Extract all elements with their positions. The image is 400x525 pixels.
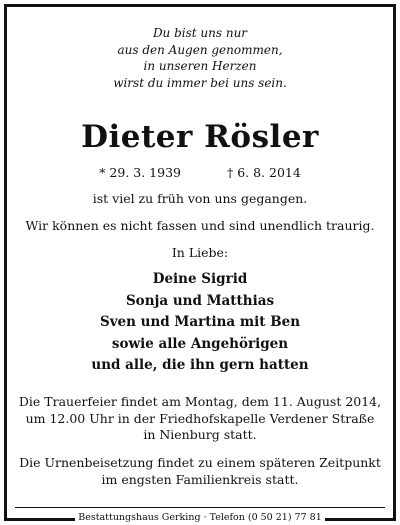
urn-line: Die Urnenbeisetzung findet zu einem späteren Zeitpunkt: [19, 455, 381, 470]
mourners-list: [7, 269, 393, 377]
poem: [7, 25, 393, 91]
deceased-name: Dieter Rösler: [81, 119, 319, 155]
text-sad: Wir können es nicht fassen und sind unendlich traurig.: [25, 218, 375, 233]
mourner-line: Sven und Martina mit Ben: [99, 314, 301, 330]
footer-divider: [15, 507, 385, 508]
poem-line: in unseren Herzen: [143, 59, 257, 73]
in-love-label: In Liebe:: [171, 245, 229, 260]
mourner-line: und alle, die ihn gern hatten: [91, 357, 309, 373]
funeral-home-contact: Bestattungshaus Gerking · Telefon (0 50 21) 77 81: [75, 512, 325, 523]
funeral-line: in Nienburg statt.: [143, 427, 257, 442]
footer: [7, 512, 393, 523]
poem-line: wirst du immer bei uns sein.: [113, 75, 287, 90]
urn-burial-info: [7, 455, 393, 488]
funeral-info: [7, 394, 393, 444]
poem-line: aus den Augen genommen,: [117, 42, 283, 57]
urn-line: im engsten Familienkreis statt.: [101, 471, 299, 487]
mourner-line: Deine Sigrid: [152, 271, 248, 287]
funeral-line: um 12.00 Uhr in der Friedhofskapelle Verdener Straße: [25, 410, 375, 426]
life-dates: [7, 165, 393, 180]
poem-line: Du bist uns nur: [152, 26, 248, 40]
birth-date: * 29. 3. 1939: [99, 165, 181, 180]
text-gone: ist viel zu früh von uns gegangen.: [92, 191, 308, 206]
mourner-line: sowie alle Angehörigen: [111, 335, 289, 352]
obituary-frame: [4, 4, 396, 521]
mourner-line: Sonja und Matthias: [125, 292, 275, 309]
death-date: † 6. 8. 2014: [226, 165, 301, 180]
funeral-line: Die Trauerfeier findet am Montag, dem 11. August 2014,: [18, 394, 382, 409]
